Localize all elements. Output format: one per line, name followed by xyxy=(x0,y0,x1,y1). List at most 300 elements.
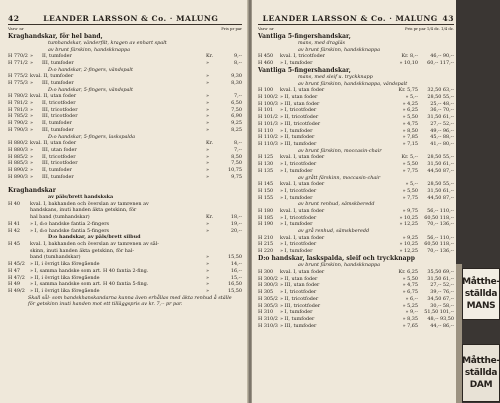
article-number: H 110/3 xyxy=(258,141,278,147)
article-number: H 45 xyxy=(8,240,21,247)
article-number: H 300 xyxy=(258,268,274,275)
article-description: III, tumfoder xyxy=(42,126,74,133)
article-description: band (tumhandskar) xyxy=(30,254,81,261)
price-bulk: 39,-- 76,-- xyxy=(430,289,454,295)
article-description: » III, tumfoder xyxy=(280,141,317,147)
article-number: H 101 xyxy=(258,107,274,114)
section-title: Kraghandskar, för hel band, xyxy=(8,32,103,40)
article-description: III, tricotfoder xyxy=(42,113,78,120)
article-description: III, utan foder xyxy=(42,146,77,153)
section-heading: av brunt färskinn, handskknappa xyxy=(298,262,381,269)
currency-mark: » xyxy=(206,173,209,180)
currency-mark: » xyxy=(206,106,209,113)
table-row xyxy=(258,323,454,330)
price-single: » 4,25 xyxy=(402,100,418,107)
currency-mark: » xyxy=(206,288,209,294)
tab-label-line: ställda xyxy=(464,289,498,299)
table-row xyxy=(8,120,242,127)
table-row xyxy=(258,309,454,316)
article-description: » II, i övrigt lika föregående xyxy=(30,288,100,294)
article-number: H 101/2 xyxy=(258,114,278,120)
table-row xyxy=(8,160,242,167)
quality-grade: » xyxy=(30,146,33,153)
article-description: II, tumfoder xyxy=(42,167,72,173)
article-description: kval. I, tricotfoder xyxy=(280,53,325,59)
price-single: » 10,25 xyxy=(399,241,418,248)
table-row xyxy=(8,221,242,228)
table-row xyxy=(258,134,454,141)
price-bulk: 44,50 87,-- xyxy=(427,194,454,201)
price-bulk: 31,50 61,-- xyxy=(427,275,454,282)
article-description: kval. I, utan foder xyxy=(280,87,325,93)
table-row xyxy=(258,316,454,323)
table-row xyxy=(258,154,454,161)
price-single: » 12,25 xyxy=(399,248,418,254)
currency-mark: » xyxy=(206,113,209,120)
price-bulk: 34,50 67,-- xyxy=(427,295,454,302)
price-single: » 6,25 xyxy=(402,107,418,114)
currency-mark: » xyxy=(206,274,209,281)
article-number: H 775/2 xyxy=(8,73,28,79)
article-description: II, tricotfoder xyxy=(42,153,76,160)
table-row xyxy=(8,80,242,87)
article-description: » I, tumfoder xyxy=(280,221,313,228)
table-row xyxy=(8,207,242,214)
article-number: H 310/3 xyxy=(258,322,278,329)
price-bulk: 56,-- 110,-- xyxy=(427,234,454,241)
section-subtitle: tumhandskar, vänderfilt, kragen av enhart spalt xyxy=(48,40,167,46)
article-description: » II, tumfoder xyxy=(280,134,315,141)
tab-label-line: MANS xyxy=(466,301,496,311)
quality-grade: » xyxy=(30,160,33,167)
company-header: LEANDER LARSSON & Co. · MALUNG xyxy=(262,14,438,23)
article-number: H 101/3 xyxy=(258,120,278,127)
section-subtitle: mans, med dragläs xyxy=(298,40,346,46)
price: 19,-- xyxy=(230,220,242,227)
price-single: » 9,-- xyxy=(405,309,418,316)
article-number: H 40 xyxy=(8,200,21,207)
price-bulk: 48,-- 93,50 xyxy=(427,316,454,322)
price-single: » 5,50 xyxy=(402,275,418,282)
article-number: H 305/3 xyxy=(258,302,278,309)
price-bulk: 49,-- 96,-- xyxy=(430,127,454,134)
article-number: H 42 xyxy=(8,227,21,234)
table-row xyxy=(258,121,454,128)
currency-mark: Kr. xyxy=(206,53,214,59)
section-heading: D:o handskar, 5-fingers, vändspalt xyxy=(48,86,133,93)
table-row xyxy=(8,288,242,295)
left-para-rows xyxy=(8,201,242,235)
section-subtitle-2: mans, med sleif u. tryckknapp xyxy=(298,74,373,80)
article-number: H 185 xyxy=(258,214,274,221)
currency-mark: » xyxy=(206,281,209,288)
article-number: H 781/3 xyxy=(8,106,28,113)
price: 7,50 xyxy=(231,160,242,167)
price-bulk: 70,-- 136,-- xyxy=(427,248,454,254)
article-number: H 450 xyxy=(258,53,274,59)
quality-grade: » xyxy=(30,53,33,59)
article-number: H 150 xyxy=(258,187,274,194)
article-description: » II, tricotfoder xyxy=(280,114,319,120)
article-number: H 880/2 xyxy=(8,140,28,146)
article-description: kval. I, utan foder xyxy=(280,268,325,275)
currency-mark: » xyxy=(206,79,209,86)
article-number: H 49 xyxy=(8,281,21,288)
article-description: » II, utan foder xyxy=(280,93,318,100)
currency-mark: » xyxy=(206,153,209,160)
right-sections-2 xyxy=(258,81,454,255)
price-single: » 9,75 xyxy=(402,207,418,214)
quality-grade: » xyxy=(30,106,33,113)
price-single: » 5,-- xyxy=(405,181,418,187)
article-description: III, tumfoder xyxy=(42,59,74,66)
tab-mans[interactable] xyxy=(462,268,500,320)
article-number: H 305 xyxy=(258,289,274,295)
table-row xyxy=(8,275,242,282)
table-row xyxy=(258,235,454,242)
price-single: » 4,75 xyxy=(402,282,418,289)
article-description: kval. I, utan foder xyxy=(280,154,325,161)
article-description: » I, tumfoder xyxy=(280,167,313,174)
article-number: H 135 xyxy=(258,167,274,174)
article-number: H 781/2 xyxy=(8,99,28,106)
table-row xyxy=(8,60,242,67)
article-description: » II, utan foder xyxy=(280,275,318,282)
price-single: » 12,25 xyxy=(399,221,418,228)
price-single: » 6,-- xyxy=(405,295,418,302)
table-row xyxy=(258,114,454,121)
price: 8,30 xyxy=(231,79,242,86)
quality-grade: kval. II, tumfoder xyxy=(30,73,74,79)
quality-grade: » xyxy=(30,79,33,86)
table-row xyxy=(8,174,242,181)
table-row xyxy=(8,261,242,268)
table-row xyxy=(258,241,454,248)
quality-grade: » xyxy=(30,126,33,133)
table-row xyxy=(258,141,454,148)
article-number: H 300/3 xyxy=(258,282,278,289)
price-single: » 9,25 xyxy=(402,234,418,241)
article-description: » II, i övrigt lika föregående xyxy=(30,274,100,281)
currency-mark: » xyxy=(206,220,209,227)
price-bulk: 27,-- 52,-- xyxy=(430,120,454,127)
price-bulk: 46,-- 90,-- xyxy=(430,53,454,59)
article-description: » III, utan foder xyxy=(280,100,320,107)
currency-mark: » xyxy=(206,267,209,274)
table-row xyxy=(258,188,454,195)
section-heading: D:o handskar, 2-fingers, vändspalt xyxy=(48,66,133,73)
article-description: handskans, inuti handen äkta getskinn, för xyxy=(30,207,137,214)
table-row xyxy=(8,241,242,248)
section-title: Vantliga 5-fingershandskar, xyxy=(258,32,351,40)
article-number: H 210 xyxy=(258,234,274,241)
page-number: 43 xyxy=(442,14,454,23)
price: 9,75 xyxy=(231,173,242,180)
article-description: » I, tumfoder xyxy=(280,59,313,66)
section-heading: av brunt färskinn, handskknappa xyxy=(48,46,131,53)
article-number: H 145 xyxy=(258,181,274,187)
price: 8,-- xyxy=(234,140,242,146)
table-row xyxy=(258,269,454,276)
currency-mark: » xyxy=(206,227,209,234)
article-number: H 890/3 xyxy=(8,173,28,180)
section-heading: av brunt färskinn, handskknappa xyxy=(298,46,381,53)
article-description: » II, tricotfoder xyxy=(280,295,319,302)
column-header xyxy=(258,27,454,32)
col-price: Pris pr par xyxy=(221,26,242,31)
price-single: » 5,50 xyxy=(402,187,418,194)
article-number: H 775/3 xyxy=(8,79,28,86)
price-single: » 10,10 xyxy=(399,59,418,66)
article-number: H 100/3 xyxy=(258,100,278,107)
table-row xyxy=(258,168,454,175)
page-header xyxy=(258,14,454,25)
table-row xyxy=(8,113,242,120)
price-bulk: 44,-- 86,-- xyxy=(430,322,454,329)
article-number: H 125 xyxy=(258,154,274,161)
article-number: H 41 xyxy=(8,220,21,227)
table-row xyxy=(8,167,242,174)
table-row xyxy=(8,248,242,255)
price-single: Kr. 5,-- xyxy=(401,154,418,161)
section-heading: av grå renhud, sämskberedd xyxy=(298,228,370,234)
price: 7,-- xyxy=(234,146,242,153)
article-description: » I, tricotfoder xyxy=(280,214,317,221)
section-heading: av grått färskinn, moccasin-chair xyxy=(298,174,381,181)
article-number: H 110/2 xyxy=(258,134,278,141)
article-description: skinn, inuti handen äkta getskinn, för hal- xyxy=(30,247,135,254)
price: 9,25 xyxy=(231,120,242,126)
article-number: H 885/2 xyxy=(8,153,28,160)
table-row xyxy=(8,140,242,147)
article-number: H 890/2 xyxy=(8,167,28,173)
article-number: H 47/2 xyxy=(8,274,25,281)
currency-mark: » xyxy=(206,73,209,79)
table-row xyxy=(258,94,454,101)
article-description: III, tumfoder xyxy=(42,173,74,180)
article-description: » III, tumfoder xyxy=(280,322,317,329)
table-row xyxy=(258,208,454,215)
price-bulk: 56,-- 110,-- xyxy=(427,207,454,214)
currency-mark: » xyxy=(206,126,209,133)
article-description: kval. I, bakhanden och överslan av tamrenen av xyxy=(30,200,149,207)
table-row xyxy=(258,215,454,222)
table-row xyxy=(8,73,242,80)
quality-grade: » xyxy=(30,120,33,126)
article-description: » I, tumfoder xyxy=(280,248,313,254)
table-row xyxy=(8,201,242,208)
price-single: » 7,85 xyxy=(402,134,418,141)
price-bulk: 30,-- 58,-- xyxy=(430,302,454,309)
quality-grade: kval. II, utan foder xyxy=(30,93,77,99)
article-description: » II, i övrigt lika föregående xyxy=(30,261,100,267)
price-bulk: 31,50 61,-- xyxy=(427,187,454,194)
table-row xyxy=(258,248,454,255)
price-single: » 7,75 xyxy=(402,167,418,174)
article-description: III, tumfoder xyxy=(42,79,74,86)
price-single: » 5,50 xyxy=(402,161,418,167)
table-row xyxy=(8,107,242,114)
section-title-2: Kraghandskar xyxy=(8,186,56,194)
price-bulk: 32,50 63,-- xyxy=(427,87,454,93)
article-number: H 47 xyxy=(8,267,21,274)
table-row xyxy=(8,53,242,60)
left-page xyxy=(0,0,248,403)
section-heading: av brunt renhud, sämskberedd xyxy=(298,201,375,208)
section-title-3: D:o handskar, laskspalda, sleif och tryckknapp xyxy=(258,254,415,262)
article-description: II, tumfoder xyxy=(42,53,72,59)
article-number: H 880/3 xyxy=(8,146,28,153)
price-bulk: 70,-- 136,-- xyxy=(427,221,454,228)
article-description: » I, samma handske som art. H 40 fantia 2-fing. xyxy=(30,267,149,274)
section-heading-2: av päls/brett handskska xyxy=(48,194,114,200)
quality-grade: » xyxy=(30,153,33,160)
article-number: H 780/2 xyxy=(8,93,28,99)
article-description: » I, tricotfoder xyxy=(280,187,317,194)
price: 18,-- xyxy=(230,214,242,220)
currency-mark: » xyxy=(206,261,209,267)
table-row xyxy=(258,296,454,303)
price-bulk: 28,50 55,-- xyxy=(427,181,454,187)
quality-grade: » xyxy=(30,113,33,120)
quality-grade: » xyxy=(30,173,33,180)
price-bulk: 35,50 69,-- xyxy=(427,268,454,275)
footnote: Skall sål- som handskhanskandarna kunna även erhållas med äkta renhud å ställe för getskinn inuti handen mot ett tilläggspris av kr. 7,-- pr par. xyxy=(28,294,232,308)
price: 15,50 xyxy=(227,288,242,294)
table-row xyxy=(258,60,454,67)
price-single: » 5,25 xyxy=(402,302,418,309)
price: 7,-- xyxy=(234,93,242,99)
left-sections xyxy=(8,47,242,181)
price: 6,50 xyxy=(231,99,242,106)
article-number: H 770/2 xyxy=(8,53,28,59)
price-bulk: 27,-- 52,-- xyxy=(430,282,454,289)
table-row xyxy=(8,147,242,154)
quality-grade: » xyxy=(30,59,33,66)
table-row xyxy=(258,221,454,228)
article-description: » I, tricotfoder xyxy=(280,107,317,114)
article-description: » III, tricotfoder xyxy=(280,120,321,127)
article-number: H 110 xyxy=(258,127,274,134)
tab-dam[interactable] xyxy=(462,344,500,402)
table-row xyxy=(258,289,454,296)
price-bulk: 45,-- 88,-- xyxy=(430,134,454,141)
article-description: kval. I, utan foder xyxy=(280,181,325,187)
article-number: H 155 xyxy=(258,194,274,201)
price-single: Kr. 6,25 xyxy=(398,268,418,275)
currency-mark: » xyxy=(206,160,209,167)
price-bulk: 25,-- 48,-- xyxy=(430,100,454,107)
article-description: » I, tumfoder xyxy=(280,194,313,201)
section-heading-3: D:o handskar, av päls/brett silbud xyxy=(48,234,141,241)
article-number: H 300/2 xyxy=(258,275,278,282)
article-number: H 771/2 xyxy=(8,59,28,66)
col-article: Varu- nr xyxy=(258,26,274,31)
currency-mark: Kr. xyxy=(206,214,214,220)
article-number: H 790/2 xyxy=(8,120,28,126)
article-description: II, tumfoder xyxy=(42,120,72,126)
right-page xyxy=(252,0,456,403)
table-row xyxy=(258,282,454,289)
table-row xyxy=(258,87,454,94)
price-single: » 7,15 xyxy=(402,141,418,147)
price: 9,30 xyxy=(231,73,242,79)
left-para-rows-2 xyxy=(8,241,242,295)
section-heading: D:o handskar, 5-fingers, laskspalda xyxy=(48,133,135,140)
section-heading: av brunt färskinn, handskknappa, vändspalt xyxy=(298,80,408,87)
article-description: » III, utan foder xyxy=(280,282,320,289)
col-article: Varu- nr xyxy=(8,26,24,31)
article-description: kval. I, utan foder xyxy=(280,234,325,241)
currency-mark: Kr. xyxy=(206,140,214,146)
article-description: » III, tricotfoder xyxy=(280,302,321,309)
price-bulk: 31,50 61,-- xyxy=(427,161,454,167)
page-header xyxy=(8,14,242,25)
article-number: H 305/2 xyxy=(258,295,278,302)
price: 15,50 xyxy=(227,254,242,261)
page-number: 42 xyxy=(8,14,20,23)
table-row xyxy=(8,100,242,107)
company-header: LEANDER LARSSON & Co. · MALUNG xyxy=(43,14,219,23)
tab-label-line: Måtthe- xyxy=(462,277,500,287)
table-row xyxy=(8,93,242,100)
quality-grade: kval. II, utan foder xyxy=(30,140,77,146)
table-row xyxy=(8,268,242,275)
article-description: III, tricotfoder xyxy=(42,106,78,113)
article-description: » I, tricotfoder xyxy=(280,241,317,248)
right-sections-1 xyxy=(258,47,454,67)
table-row xyxy=(8,127,242,134)
article-number: H 310 xyxy=(258,309,274,316)
article-description: hal band (tumhandskar) xyxy=(30,214,90,220)
price-single: » 8,35 xyxy=(402,316,418,322)
article-number: H 310/2 xyxy=(258,316,278,322)
tab-label-line: DAM xyxy=(469,380,493,390)
section-title-2: Vantliga 5-fingershandskar, xyxy=(258,66,351,74)
price: 16,-- xyxy=(230,267,242,274)
article-description: » I, tricotfoder xyxy=(280,289,317,295)
article-description: kval. I, utan foder xyxy=(280,207,325,214)
price-single: » 8,50 xyxy=(402,127,418,134)
article-description: » I, d:o handske fantia 5-fingers xyxy=(30,227,110,234)
table-row xyxy=(8,281,242,288)
price-bulk: 41,-- 80,-- xyxy=(430,141,454,147)
price: 8,-- xyxy=(234,59,242,66)
right-sections-3 xyxy=(258,262,454,329)
price-bulk: 60,-- 117,-- xyxy=(427,59,454,66)
column-header xyxy=(8,27,242,32)
currency-mark: » xyxy=(206,59,209,66)
price: 16,50 xyxy=(227,281,242,288)
tab-label-line: Måtthe- xyxy=(462,356,500,366)
table-row xyxy=(258,181,454,188)
table-row xyxy=(258,161,454,168)
table-row xyxy=(258,128,454,135)
article-number: H 790/3 xyxy=(8,126,28,133)
price: 8,25 xyxy=(231,126,242,133)
price-single: » 10,25 xyxy=(399,214,418,221)
table-row xyxy=(258,107,454,114)
price: 7,50 xyxy=(231,106,242,113)
price-single: » 5,-- xyxy=(405,93,418,100)
article-description: III, tricotfoder xyxy=(42,160,78,167)
article-description: » I, tricotfoder xyxy=(280,161,317,167)
article-number: H 190 xyxy=(258,221,274,228)
price-bulk: 31,50 61,-- xyxy=(427,114,454,120)
article-number: H 100/2 xyxy=(258,93,278,100)
article-number: H 215 xyxy=(258,241,274,248)
article-description: » I, samma handske som art. H 40 fantia 5-fing. xyxy=(30,281,149,288)
